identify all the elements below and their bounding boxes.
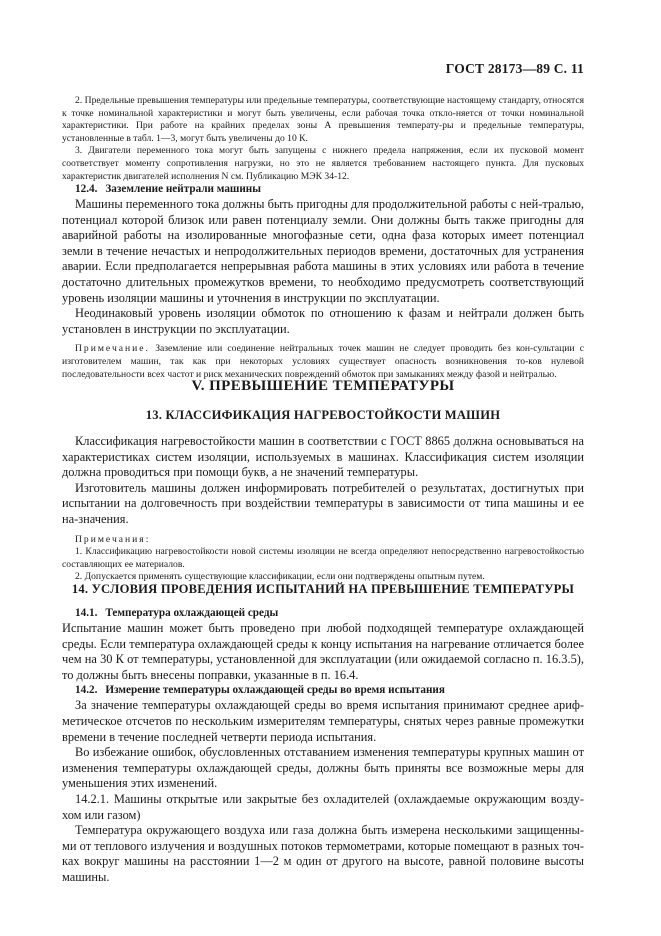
subsection-number: 14.2. bbox=[75, 684, 98, 697]
paragraph: За значение температуры охлаждающей среды во время испытания принимают среднее ариф-метическое отсчетов по нескольким измерителям температуры, снятых через равные промежутки времени в течение последней четверти периода испытания. bbox=[62, 698, 584, 744]
note-text: Заземление или соединение нейтральных точек машин не следует проводить без кон-сультации с изготовителем машин, так как при некоторых условиях существует опасность возникновения то-ков нулевой последовательности всех частот и риск механических повреждений обмоток при замыканиях между фазой и нейтралью. bbox=[62, 343, 584, 380]
section-12-4 bbox=[62, 182, 584, 381]
paragraph: Изготовитель машины должен информировать потребителей о результатах, достигнутых при испытании на долговечность при воздействии температуры в зависимости от типа машины и ее на-значения. bbox=[62, 480, 584, 526]
chapter-title: 14. УСЛОВИЯ ПРОВЕДЕНИЯ ИСПЫТАНИЙ НА ПРЕВЫШЕНИЕ ТЕМПЕРАТУРЫ bbox=[71, 582, 575, 596]
chapter-13-heading-wrap bbox=[62, 408, 584, 423]
subsection-number: 14.1. bbox=[75, 607, 98, 619]
notes-label: Примечания: bbox=[75, 533, 151, 545]
note-3: 3. Двигатели переменного тока могут быть запущены с нижнего предела напряжения, если их пусковой момент соответствует моменту сопротивления нагрузки, но это не является требованием настоящего пункта. Для пусковых характеристик двигателей исполнения N см. Публикацию МЭК 34-12. bbox=[62, 145, 584, 182]
subsection-heading bbox=[62, 606, 584, 621]
paragraph: Во избежание ошибок, обусловленных отставанием изменения температуры крупных машин от изменения температуры охлаждающей среды, должны быть приняты все возможные меры для уменьшения этих изменений. bbox=[62, 745, 584, 791]
paragraph: Машины переменного тока должны быть пригодны для продолжительной работы с ней-тралью, потенциал которой близок или равен потенциалу земли. Они должны быть также пригодны для аварийной работы на изолированные многофазные сети, одна фаза которых имеет потенциал земли в течение нечастых и непродолжительных периодов времени, достаточных для устранения аварии. Если предполагается непрерывная работа машины в этих условиях или работа в течение достаточно длительных промежутков времени, то необходимо предусмотреть соответствующий уровень изоляции машины и уточнения в инструкции по эксплуатации. bbox=[62, 197, 584, 305]
running-header: ГОСТ 28173—89 С. 11 bbox=[445, 61, 584, 76]
note-label: Примечание. bbox=[75, 343, 150, 355]
paragraph: Температура окружающего воздуха или газа должна быть измерена несколькими защищенны-ми от теплового излучения и воздушных потоков термометрами, которые помещают в разных точ-ках вокруг машины на расстоянии 1—2 м один от другого на высоте, равной половине высоты машины. bbox=[62, 823, 584, 884]
clause-heading: 14.2.1. Машины открытые или закрытые без охладителей (охлаждаемые окружающим возду-хом или газом) bbox=[62, 791, 584, 822]
chapter-title: 13. КЛАССИФИКАЦИЯ НАГРЕВОСТОЙКОСТИ МАШИН bbox=[145, 408, 501, 422]
note-2: 2. Предельные превышения температуры или предельные температуры, соответствующие настоящему стандарту, относятся к точке номинальной характеристики и могут быть увеличены, если рабочая точка откло-няется от точки номинальной характеристики. При работе на крайних пределах зоны А превышения температу-ры и предельные температуры, установленные в табл. 1—3, могут быть увеличены до 10 К. bbox=[62, 95, 584, 144]
note-2: 2. Допускается применять существующие классификации, если они подтверждены опытным путем. bbox=[75, 571, 485, 583]
section-v-heading-wrap bbox=[62, 378, 584, 395]
notes-top bbox=[62, 95, 584, 183]
subsection-title: Температура охлаждающей среды bbox=[105, 607, 279, 619]
paragraph: Испытание машин может быть проведено при любой подходящей температуре охлаждающей среды. Если температура охлаждающей среды к концу испытания на нагревание отличается более чем на 30 К от температуры, установленной для эксплуатации (или ожидаемой согласно п. 16.3.5), то должны быть внесены поправки, указанные в п. 16.4. bbox=[62, 621, 584, 682]
subsection-number: 12.4. bbox=[75, 183, 98, 195]
chapter-14-heading-wrap bbox=[62, 582, 584, 597]
paragraph: Неодинаковый уровень изоляции обмоток по отношению к фазам и нейтрали должен быть установлен в инструкции по эксплуатации. bbox=[62, 306, 584, 336]
chapter-13-body bbox=[62, 434, 584, 584]
section-title: V. ПРЕВЫШЕНИЕ ТЕМПЕРАТУРЫ bbox=[191, 378, 455, 394]
subsection-heading bbox=[62, 683, 584, 698]
note bbox=[62, 343, 584, 381]
subsection-title: Заземление нейтрали машины bbox=[105, 183, 261, 195]
chapter-14-body bbox=[62, 606, 584, 886]
paragraph: Классификация нагревостойкости машин в соответствии с ГОСТ 8865 должна основываться на характеристиках систем изоляции, используемых в машинах. Классификация систем изоляции должна проводиться при помощи букв, а не значений температуры. bbox=[62, 434, 584, 480]
subsection-title: Измерение температуры охлаждающей среды во время испытания bbox=[105, 684, 445, 697]
note-1: 1. Классификацию нагревостойкости новой системы изоляции не всегда определяют непосредственно нагревостойкостью составляющих ее материалов. bbox=[62, 546, 584, 570]
subsection-heading bbox=[62, 182, 584, 197]
